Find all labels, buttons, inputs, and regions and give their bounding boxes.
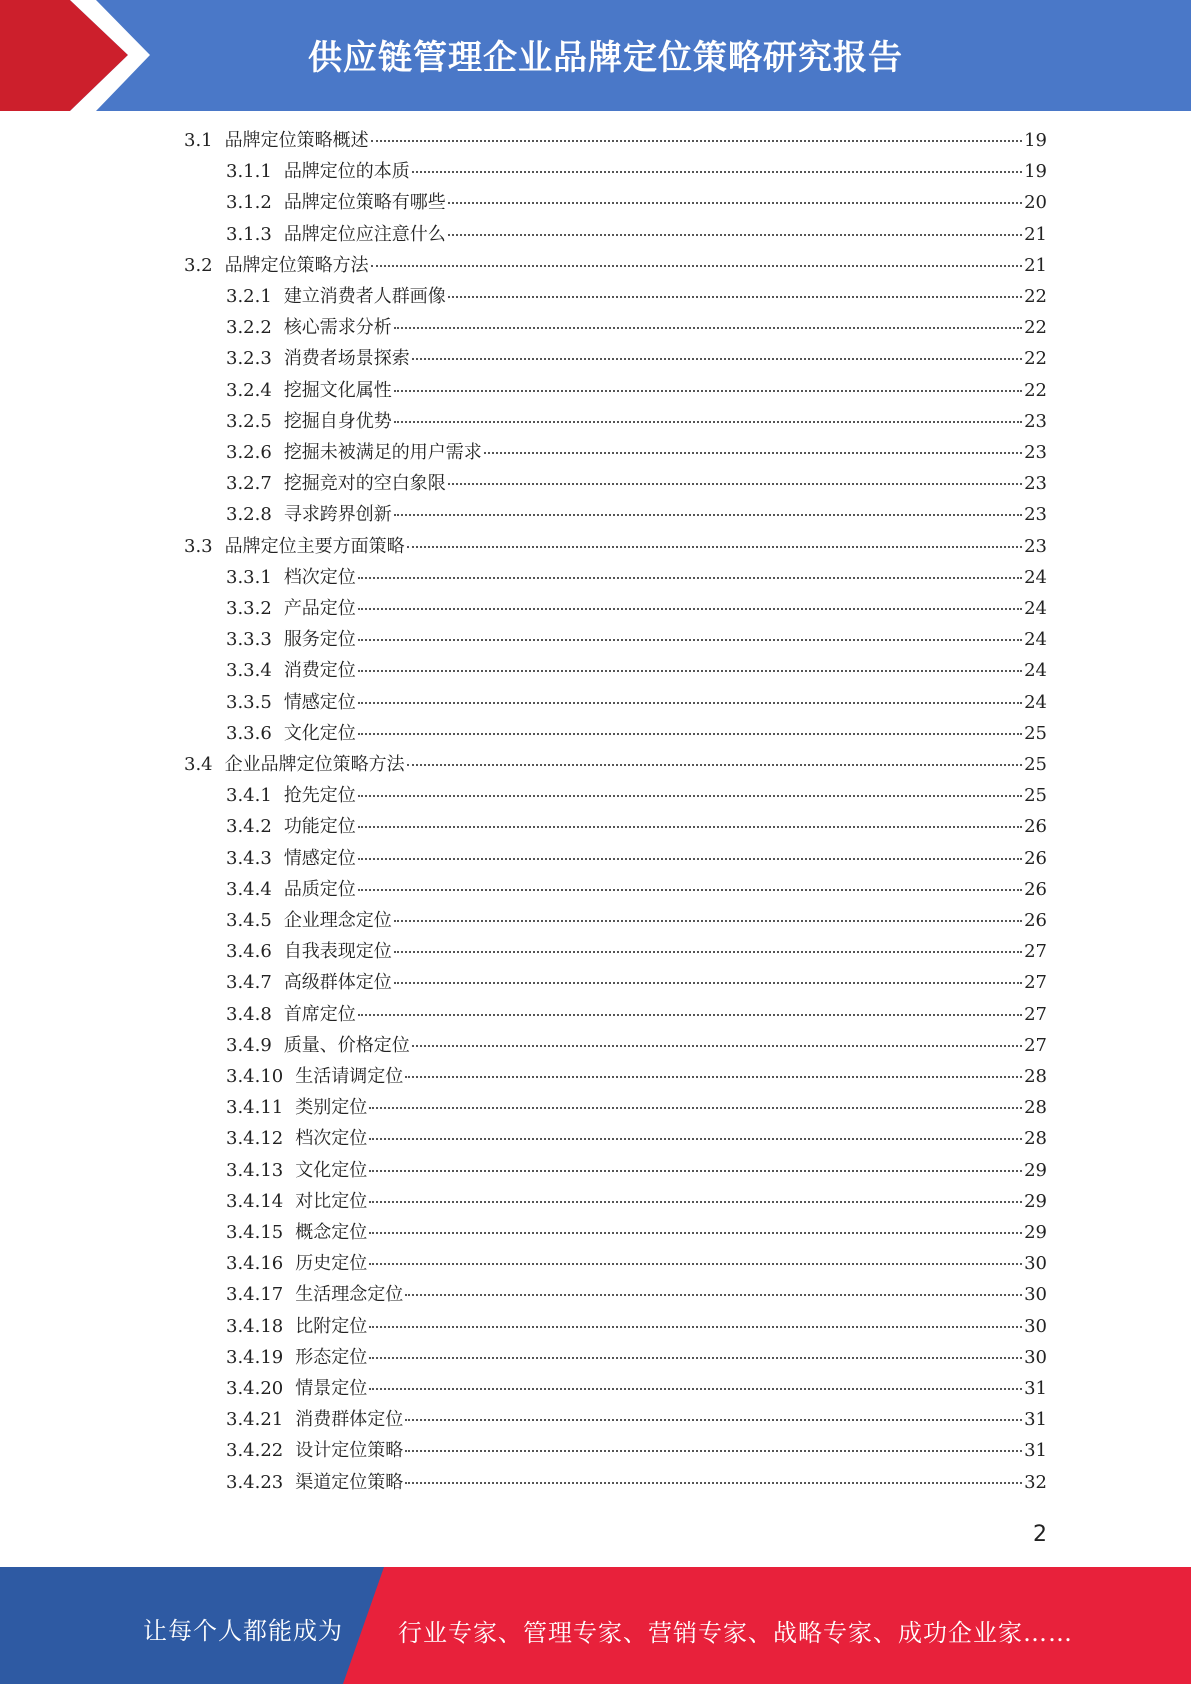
- toc-section-title: 寻求跨界创新: [283, 504, 392, 526]
- toc-entry[interactable]: [0, 563, 1191, 593]
- toc-entry[interactable]: [0, 251, 1191, 281]
- toc-entry-line: [184, 532, 1047, 558]
- toc-page-number: 23: [1024, 535, 1047, 557]
- toc-leader-dots: [394, 951, 1022, 953]
- toc-page-number: 31: [1024, 1440, 1047, 1462]
- toc-entry-line: [226, 875, 1047, 901]
- toc-leader-dots: [369, 1357, 1022, 1359]
- toc-entry[interactable]: [0, 1218, 1191, 1248]
- toc-entry[interactable]: [0, 750, 1191, 780]
- toc-page-number: 26: [1024, 816, 1047, 838]
- toc-page-number: 30: [1024, 1284, 1047, 1306]
- toc-leader-dots: [448, 296, 1022, 298]
- toc-section-number: 3.2.1: [226, 286, 272, 307]
- toc-entry[interactable]: [0, 688, 1191, 718]
- toc-entry-line: [226, 157, 1047, 183]
- toc-leader-dots: [371, 265, 1022, 267]
- toc-section-number: 3.4.20: [226, 1378, 284, 1399]
- toc-page-number: 26: [1024, 910, 1047, 931]
- toc-entry[interactable]: [0, 1000, 1191, 1030]
- toc-entry[interactable]: [0, 1031, 1191, 1061]
- toc-section-number: 3.4.9: [226, 1034, 272, 1056]
- toc-leader-dots: [358, 733, 1022, 735]
- toc-leader-dots: [371, 140, 1022, 142]
- toc-leader-dots: [394, 982, 1022, 984]
- toc-entry[interactable]: [0, 844, 1191, 874]
- toc-entry-line: [226, 1093, 1047, 1119]
- toc-page-number: 24: [1024, 660, 1047, 682]
- toc-section-title: 形态定位: [295, 1346, 368, 1368]
- toc-entry-line: [226, 1436, 1047, 1462]
- toc-page-number: 25: [1024, 785, 1047, 807]
- footer-slogan-left: 让每个人都能成为: [143, 1617, 343, 1645]
- toc-entry[interactable]: [0, 906, 1191, 936]
- toc-page-number: 29: [1024, 1190, 1047, 1212]
- toc-leader-dots: [394, 327, 1022, 329]
- toc-section-title: 产品定位: [283, 598, 356, 619]
- toc-entry-line: [226, 563, 1047, 589]
- toc-section-title: 自我表现定位: [283, 941, 392, 963]
- header-banner: [0, 0, 1191, 111]
- toc-page-number: 21: [1024, 254, 1047, 276]
- toc-section-title: 消费定位: [283, 660, 356, 682]
- toc-section-title: 档次定位: [283, 566, 356, 588]
- toc-section-title: 设计定位策略: [295, 1440, 404, 1462]
- toc-entry[interactable]: [0, 188, 1191, 218]
- toc-section-number: 3.2.4: [226, 379, 272, 401]
- toc-entry-line: [226, 1062, 1047, 1088]
- toc-section-number: 3.4.5: [226, 910, 272, 931]
- toc-section-title: 档次定位: [295, 1128, 368, 1150]
- toc-leader-dots: [358, 577, 1022, 579]
- toc-page-number: 23: [1024, 473, 1047, 495]
- toc-section-number: 3.3.2: [226, 598, 272, 619]
- toc-entry[interactable]: [0, 875, 1191, 905]
- toc-leader-dots: [369, 1107, 1022, 1109]
- toc-entry-line: [226, 282, 1047, 308]
- toc-page-number: 22: [1024, 317, 1047, 339]
- toc-page-number: 30: [1024, 1253, 1047, 1275]
- toc-leader-dots: [407, 764, 1022, 766]
- toc-page-number: 31: [1024, 1409, 1047, 1431]
- toc-entry[interactable]: [0, 812, 1191, 842]
- toc-entry[interactable]: [0, 1187, 1191, 1217]
- toc-leader-dots: [405, 1419, 1022, 1421]
- toc-leader-dots: [394, 920, 1022, 922]
- toc-section-number: 3.1.2: [226, 192, 272, 214]
- toc-section-title: 品牌定位策略概述: [224, 130, 369, 151]
- toc-leader-dots: [358, 795, 1022, 797]
- toc-section-number: 3.4.2: [226, 816, 272, 838]
- toc-section-number: 3.4.21: [226, 1409, 284, 1431]
- toc-section-number: 3.4.8: [226, 1003, 272, 1025]
- toc-entry-line: [226, 812, 1047, 838]
- toc-page-number: 26: [1024, 847, 1047, 869]
- toc-section-title: 消费群体定位: [295, 1409, 404, 1431]
- toc-section-number: 3.3.1: [226, 566, 272, 588]
- toc-entry[interactable]: [0, 781, 1191, 811]
- toc-section-number: 3.4.1: [226, 785, 272, 807]
- toc-section-number: 3.3.6: [226, 722, 272, 744]
- toc-page-number: 21: [1024, 223, 1047, 245]
- toc-leader-dots: [412, 171, 1022, 173]
- toc-section-number: 3.4.11: [226, 1097, 284, 1119]
- toc-entry-line: [226, 1249, 1047, 1275]
- toc-section-title: 挖掘未被满足的用户需求: [283, 442, 482, 463]
- toc-entry[interactable]: [0, 1093, 1191, 1123]
- toc-leader-dots: [448, 483, 1022, 485]
- toc-entry-line: [226, 313, 1047, 339]
- toc-entry-line: [226, 937, 1047, 963]
- toc-entry-line: [226, 376, 1047, 402]
- toc-entry[interactable]: [0, 1124, 1191, 1154]
- toc-page-number: 22: [1024, 379, 1047, 401]
- toc-entry-line: [226, 719, 1047, 745]
- toc-entry-line: [226, 688, 1047, 714]
- toc-entry-line: [226, 625, 1047, 651]
- toc-leader-dots: [358, 1014, 1022, 1016]
- toc-entry-line: [226, 968, 1047, 994]
- toc-entry-line: [226, 500, 1047, 526]
- toc-section-number: 3.1: [184, 130, 213, 151]
- toc-entry[interactable]: [0, 1156, 1191, 1186]
- toc-entry-line: [226, 781, 1047, 807]
- toc-page-number: 25: [1024, 722, 1047, 744]
- toc-section-number: 3.4.7: [226, 972, 272, 994]
- toc-page-number: 24: [1024, 691, 1047, 713]
- toc-section-title: 企业品牌定位策略方法: [224, 754, 405, 775]
- footer-banner: [0, 1567, 1191, 1684]
- toc-section-number: 3.3.5: [226, 691, 272, 713]
- toc-section-title: 情感定位: [283, 847, 356, 869]
- toc-page-number: 29: [1024, 1159, 1047, 1181]
- toc-section-title: 品牌定位主要方面策略: [224, 535, 405, 557]
- toc-leader-dots: [405, 1076, 1022, 1078]
- toc-entry[interactable]: [0, 532, 1191, 562]
- toc-section-number: 3.4.3: [226, 847, 272, 869]
- toc-leader-dots: [369, 1263, 1022, 1265]
- toc-section-title: 企业理念定位: [283, 910, 392, 931]
- toc-entry-line: [226, 906, 1047, 932]
- toc-section-number: 3.4.12: [226, 1128, 284, 1150]
- toc-leader-dots: [484, 452, 1022, 454]
- toc-page-number: 27: [1024, 941, 1047, 963]
- toc-section-number: 3.4.17: [226, 1284, 284, 1306]
- toc-section-number: 3.4.15: [226, 1222, 284, 1243]
- toc-leader-dots: [394, 514, 1022, 516]
- toc-leader-dots: [369, 1201, 1022, 1203]
- toc-section-title: 品牌定位策略有哪些: [283, 192, 446, 214]
- toc-entry-line: [226, 438, 1047, 464]
- toc-page-number: 27: [1024, 1003, 1047, 1025]
- toc-section-number: 3.2: [184, 254, 213, 276]
- toc-section-title: 挖掘文化属性: [283, 379, 392, 401]
- toc-section-title: 核心需求分析: [283, 317, 392, 339]
- toc-section-title: 生活请调定位: [295, 1066, 404, 1087]
- toc-entry-line: [226, 1187, 1047, 1213]
- toc-leader-dots: [405, 1450, 1022, 1452]
- toc-section-number: 3.2.6: [226, 442, 272, 463]
- toc-section-number: 3.2.2: [226, 317, 272, 339]
- toc-entry[interactable]: [0, 344, 1191, 374]
- toc-section-number: 3.4.14: [226, 1190, 284, 1212]
- toc-entry[interactable]: [0, 1249, 1191, 1279]
- toc-entry-line: [226, 656, 1047, 682]
- toc-section-title: 建立消费者人群画像: [283, 286, 446, 307]
- toc-section-number: 3.3.3: [226, 629, 272, 651]
- toc-page-number: 24: [1024, 566, 1047, 588]
- toc-section-number: 3.4.22: [226, 1440, 284, 1462]
- toc-section-number: 3.3.4: [226, 660, 272, 682]
- toc-section-number: 3.4.6: [226, 941, 272, 963]
- toc-entry[interactable]: [0, 1280, 1191, 1310]
- toc-page-number: 25: [1024, 754, 1047, 775]
- toc-leader-dots: [358, 858, 1022, 860]
- toc-entry-line: [226, 1156, 1047, 1182]
- toc-section-title: 品牌定位策略方法: [224, 254, 369, 276]
- toc-section-title: 服务定位: [283, 629, 356, 651]
- toc-page-number: 30: [1024, 1315, 1047, 1337]
- toc-entry[interactable]: [0, 376, 1191, 406]
- toc-page-number: 29: [1024, 1222, 1047, 1243]
- toc-leader-dots: [394, 421, 1022, 423]
- toc-entry-line: [226, 1405, 1047, 1431]
- toc-leader-dots: [448, 202, 1022, 204]
- toc-entry-line: [226, 188, 1047, 214]
- toc-entry-line: [226, 407, 1047, 433]
- toc-page-number: 22: [1024, 348, 1047, 370]
- toc-entry[interactable]: [0, 500, 1191, 530]
- toc-leader-dots: [369, 1388, 1022, 1390]
- toc-section-number: 3.2.8: [226, 504, 272, 526]
- toc-entry[interactable]: [0, 1312, 1191, 1342]
- toc-page-number: 19: [1024, 161, 1047, 183]
- toc-entry-line: [184, 750, 1047, 776]
- toc-page-number: 27: [1024, 972, 1047, 994]
- toc-entry[interactable]: [0, 1405, 1191, 1435]
- toc-page-number: 23: [1024, 442, 1047, 463]
- toc-entry[interactable]: [0, 1468, 1191, 1498]
- toc-section-title: 生活理念定位: [295, 1284, 404, 1306]
- toc-section-title: 消费者场景探索: [283, 348, 410, 370]
- toc-section-title: 类别定位: [295, 1097, 368, 1119]
- toc-entry-line: [226, 1312, 1047, 1338]
- toc-section-number: 3.4.18: [226, 1315, 284, 1337]
- toc-entry[interactable]: [0, 407, 1191, 437]
- toc-section-title: 文化定位: [283, 722, 356, 744]
- toc-section-number: 3.4.13: [226, 1159, 284, 1181]
- toc-section-title: 情感定位: [283, 691, 356, 713]
- toc-section-title: 对比定位: [295, 1190, 368, 1212]
- toc-leader-dots: [448, 234, 1022, 236]
- toc-section-number: 3.1.3: [226, 223, 272, 245]
- toc-entry[interactable]: [0, 1374, 1191, 1404]
- toc-entry-line: [226, 344, 1047, 370]
- toc-leader-dots: [358, 826, 1022, 828]
- toc-section-number: 3.2.5: [226, 410, 272, 432]
- toc-entry-line: [226, 1374, 1047, 1400]
- toc-section-title: 文化定位: [295, 1159, 368, 1181]
- toc-page-number: 28: [1024, 1128, 1047, 1150]
- toc-leader-dots: [412, 358, 1022, 360]
- toc-section-number: 3.4.23: [226, 1471, 284, 1493]
- toc-leader-dots: [394, 390, 1022, 392]
- toc-entry[interactable]: [0, 1436, 1191, 1466]
- toc-section-title: 渠道定位策略: [295, 1471, 404, 1493]
- toc-section-number: 3.4.19: [226, 1346, 284, 1368]
- toc-entry[interactable]: [0, 937, 1191, 967]
- toc-entry-line: [226, 1031, 1047, 1057]
- toc-leader-dots: [358, 639, 1022, 641]
- toc-entry[interactable]: [0, 282, 1191, 312]
- toc-leader-dots: [369, 1170, 1022, 1172]
- toc-entry[interactable]: [0, 438, 1191, 468]
- toc-entry[interactable]: [0, 625, 1191, 655]
- toc-entry-line: [226, 844, 1047, 870]
- toc-page-number: 22: [1024, 286, 1047, 307]
- toc-section-title: 功能定位: [283, 816, 356, 838]
- toc-entry[interactable]: [0, 1343, 1191, 1373]
- toc-entry[interactable]: [0, 220, 1191, 250]
- toc-section-number: 3.4.10: [226, 1066, 284, 1087]
- toc-leader-dots: [412, 1045, 1022, 1047]
- toc-section-title: 质量、价格定位: [283, 1034, 410, 1056]
- toc-section-number: 3.1.1: [226, 161, 272, 183]
- toc-section-title: 历史定位: [295, 1253, 368, 1275]
- footer-slogan-right: 行业专家、管理专家、营销专家、战略专家、成功企业家……: [398, 1619, 1073, 1647]
- toc-section-title: 抢先定位: [283, 785, 356, 807]
- toc-section-number: 3.3: [184, 535, 213, 557]
- toc-entry[interactable]: [0, 968, 1191, 998]
- toc-page-number: 23: [1024, 410, 1047, 432]
- toc-entry-line: [226, 1280, 1047, 1306]
- toc-entry-line: [226, 1124, 1047, 1150]
- toc-page-number: 19: [1024, 130, 1047, 151]
- toc-section-number: 3.4: [184, 754, 213, 775]
- toc-entry[interactable]: [0, 157, 1191, 187]
- toc-page-number: 24: [1024, 598, 1047, 619]
- toc-page-number: 32: [1024, 1471, 1047, 1493]
- toc-leader-dots: [369, 1138, 1022, 1140]
- toc-page-number: 28: [1024, 1097, 1047, 1119]
- toc-entry[interactable]: [0, 594, 1191, 624]
- toc-entry-line: [184, 251, 1047, 277]
- toc-entry[interactable]: [0, 469, 1191, 499]
- toc-leader-dots: [358, 889, 1022, 891]
- toc-page-number: 23: [1024, 504, 1047, 526]
- toc-page-number: 27: [1024, 1034, 1047, 1056]
- toc-section-title: 品牌定位的本质: [283, 161, 410, 183]
- toc-entry[interactable]: [0, 126, 1191, 156]
- toc-entry-line: [184, 126, 1047, 152]
- toc-page-number: 30: [1024, 1346, 1047, 1368]
- toc-section-title: 挖掘自身优势: [283, 410, 392, 432]
- toc-entry-line: [226, 1468, 1047, 1494]
- toc-section-title: 高级群体定位: [283, 972, 392, 994]
- page-title: 供应链管理企业品牌定位策略研究报告: [308, 38, 903, 78]
- toc-leader-dots: [405, 1482, 1022, 1484]
- toc-leader-dots: [358, 608, 1022, 610]
- toc-page-number: 24: [1024, 629, 1047, 651]
- toc-section-title: 比附定位: [295, 1315, 368, 1337]
- toc-section-number: 3.2.3: [226, 348, 272, 370]
- toc-section-number: 3.4.4: [226, 878, 272, 900]
- toc-entry-line: [226, 1218, 1047, 1244]
- toc-section-title: 品质定位: [283, 878, 356, 900]
- toc-section-title: 首席定位: [283, 1003, 356, 1025]
- toc-leader-dots: [358, 670, 1022, 672]
- toc-section-title: 品牌定位应注意什么: [283, 223, 446, 245]
- toc-entry-line: [226, 469, 1047, 495]
- toc-leader-dots: [369, 1326, 1022, 1328]
- toc-page-number: 20: [1024, 192, 1047, 214]
- toc-section-number: 3.4.16: [226, 1253, 284, 1275]
- toc-entry[interactable]: [0, 313, 1191, 343]
- toc-leader-dots: [405, 1294, 1022, 1296]
- toc-page-number: 28: [1024, 1066, 1047, 1087]
- toc-section-number: 3.2.7: [226, 473, 272, 495]
- page-number: 2: [1033, 1522, 1047, 1547]
- toc-section-title: 情景定位: [295, 1378, 368, 1399]
- toc-section-title: 概念定位: [295, 1222, 368, 1243]
- toc-leader-dots: [358, 702, 1022, 704]
- toc-entry[interactable]: [0, 1062, 1191, 1092]
- toc-section-title: 挖掘竞对的空白象限: [283, 473, 446, 495]
- toc-page-number: 31: [1024, 1378, 1047, 1399]
- toc-entry-line: [226, 594, 1047, 620]
- toc-entry[interactable]: [0, 719, 1191, 749]
- toc-leader-dots: [407, 546, 1022, 548]
- toc-leader-dots: [369, 1232, 1022, 1234]
- toc-entry-line: [226, 220, 1047, 246]
- toc-entry[interactable]: [0, 656, 1191, 686]
- toc-entry-line: [226, 1343, 1047, 1369]
- toc-page-number: 26: [1024, 878, 1047, 900]
- toc-entry-line: [226, 1000, 1047, 1026]
